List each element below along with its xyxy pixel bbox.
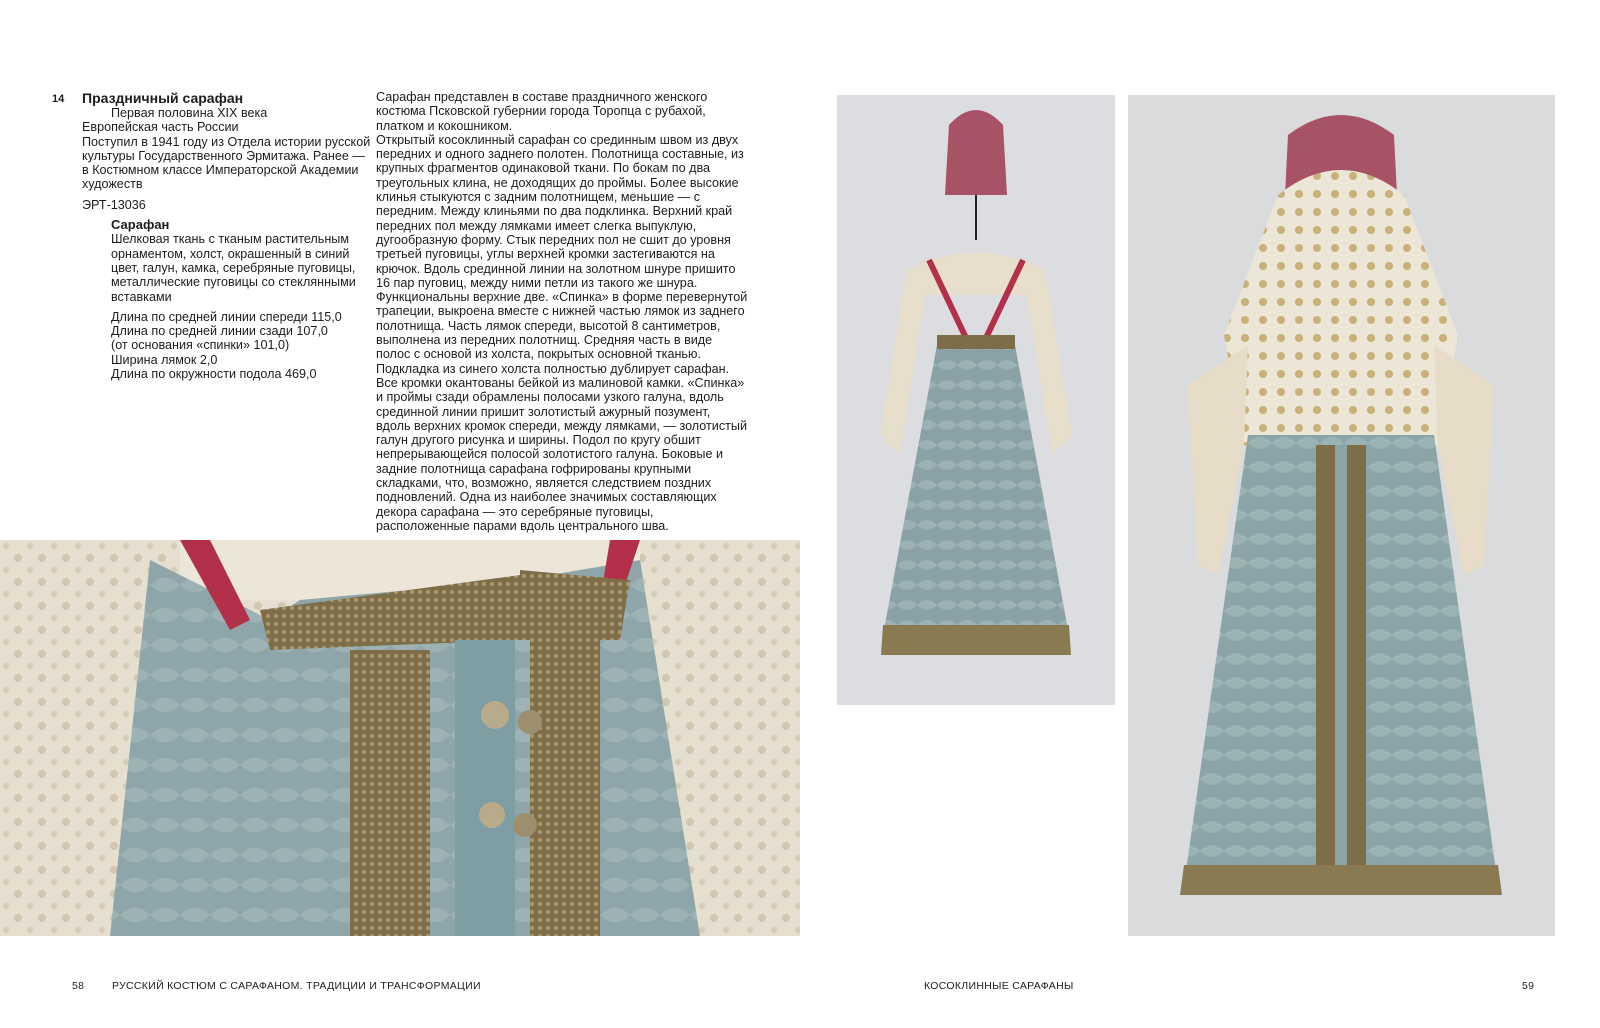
detail-photo	[0, 540, 800, 936]
entry-period: Первая половина XIX века	[111, 106, 268, 120]
detail-photo-image	[0, 540, 800, 936]
catalog-number: 14	[52, 93, 65, 105]
dimension-line: Длина по средней линии спереди 115,0	[111, 309, 342, 324]
entry-provenance: Поступил в 1941 году из Отдела истории русской культуры Государственного Эрмитажа. Ранее — в Костюмном классе Императорской Академии художеств	[82, 134, 371, 192]
entry-title: Праздничный сарафан	[82, 90, 244, 106]
entry-region: Европейская часть России	[82, 120, 239, 135]
front-view-photo	[1128, 95, 1555, 936]
left-running-title: РУССКИЙ КОСТЮМ С САРАФАНОМ. ТРАДИЦИИ И ТРАНСФОРМАЦИИ	[112, 980, 481, 992]
description-intro: Сарафан представлен в составе праздничного женского костюма Псковской губернии города Торопца с рубахой, платком и кокошником.	[376, 90, 708, 133]
right-page-number: 59	[1522, 980, 1535, 992]
back-view-photo	[837, 95, 1115, 705]
dimension-line: Ширина лямок 2,0	[111, 352, 218, 367]
item-materials: Шелковая ткань с тканым растительным орнаментом, холст, окрашенный в синий цвет, галун, камка, серебряные пуговицы, металлические пуговицы со стеклянными вставками	[111, 232, 356, 304]
description-body: Открытый косоклинный сарафан со срединным швом из двух передних и одного заднего полотен. Полотнища составные, из крупных фрагментов одинаковой ткани. По бокам по два треугольных клина, не доходящих до проймы. Более высокие клинья стыкуются с задним полотнищем, меньшие — с передним. Между клиньями по два подклинка. Верхний край передних пол между лямками имеет слегка выпуклую, дугообразную форму. Стык передних пол не сшит до уровня третьей пуговицы, углы верхней кромки застегиваются на крючок. Вдоль срединной линии на золотном шнуре пришито 16 пар пуговиц, между ними петли из такого же шнура. Функциональны верхние две. «Спинка» в форме перевернутой трапеции, выкроена вместе с нижней частью лямок из заднего полотнища. Часть лямок спереди, высотой 8 сантиметров, выполнена из передних полотнищ. Средняя часть в виде полос с основой из холста, покрытых основной тканью. Подкладка из синего холста полностью дублирует сарафан. Все кромки окантованы бейкой из малиновой камки. «Спинка» и проймы сзади обрамлены полосами узкого галуна, вдоль срединной линии пришит золотистый ажурный позумент, вдоль верхних кромок спереди, между лямками, — золотистый галун другого рисунка и ширины. Подол по кругу обшит непрерывающейся полосой золотистого галуна. Боковые и задние полотнища сарафана гофрированы крупными складками, что, возможно, является следствием поздних подновлений. Одна из наиболее значимых составляющих декора сарафана — это серебряные пуговицы, расположенные парами вдоль центрального шва.	[376, 132, 748, 533]
entry-inventory-number: ЭРТ-13036	[82, 197, 146, 212]
left-page-number: 58	[72, 980, 85, 992]
item-details	[82, 218, 372, 381]
entry-caption	[82, 90, 372, 381]
right-running-title: КОСОКЛИННЫЕ САРАФАНЫ	[924, 980, 1074, 992]
description-text	[376, 90, 748, 533]
dimension-line: (от основания «спинки» 101,0)	[111, 338, 290, 353]
item-dimensions	[111, 310, 372, 381]
front-view-image	[1128, 95, 1555, 936]
item-title: Сарафан	[111, 217, 170, 233]
back-view-image	[837, 95, 1115, 705]
dimension-line: Длина по окружности подола 469,0	[111, 367, 317, 382]
dimension-line: Длина по средней линии сзади 107,0	[111, 324, 328, 339]
